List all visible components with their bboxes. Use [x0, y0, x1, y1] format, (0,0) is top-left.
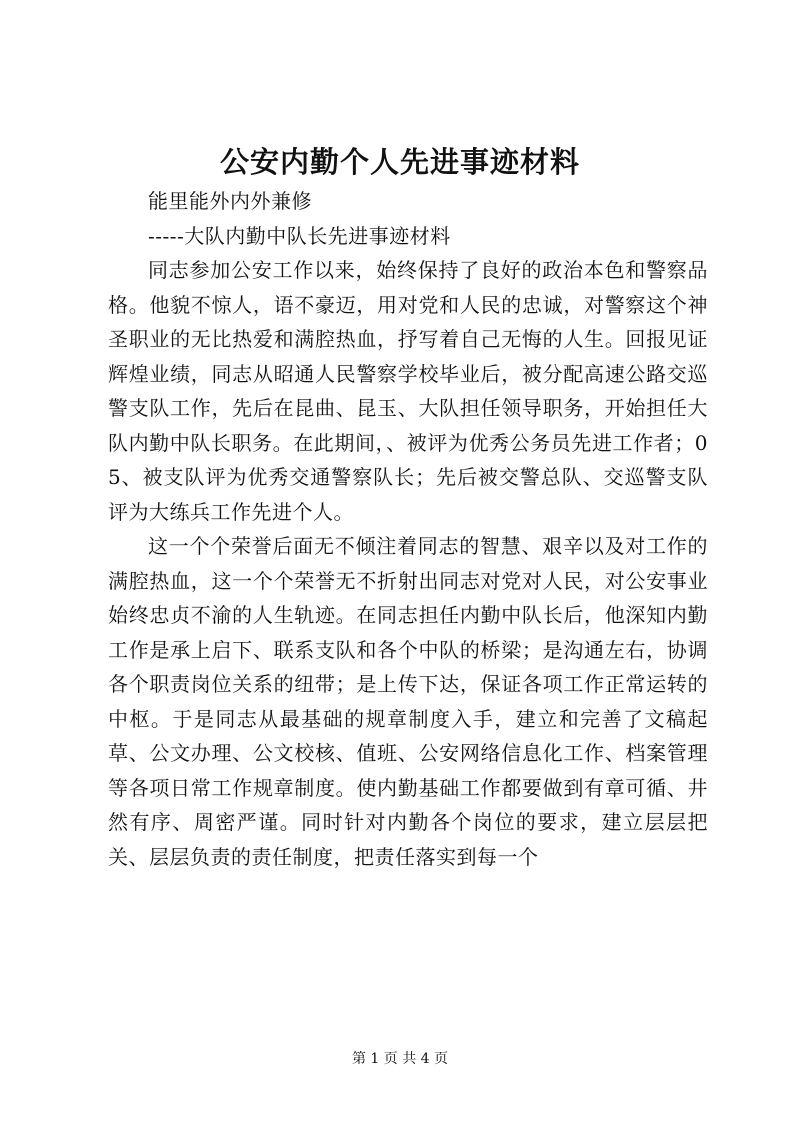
subtitle-line-2: -----大队内勤中队长先进事迹材料 — [148, 223, 451, 248]
document-title: 公安内勤个人先进事迹材料 — [219, 145, 580, 179]
page-footer: 第 1 页 共 4 页 — [351, 1051, 449, 1067]
body-paragraph-2: 这一个个荣誉后面无不倾注着同志的智慧、艰辛以及对工作的满腔热血，这一个个荣誉无不折射出同志对党对人民，对公安事业始终忠贞不渝的人生轨迹。在同志担任内勤中队长后，他深知内勤工作是承上启下、联系支队和各个中队的桥梁；是沟通左右，协调各个职责岗位关系的纽带；是上传下达，保证各项工作正常运转的中枢。于是同志从最基础的规章制度入手，建立和完善了文稿起草、公文办理、公文校核、值班、公安网络信息化工作、档案管理等各项日常工作规章制度。使内勤基础工作都要做到有章可循、井然有序、周密严谨。同时针对内勤各个岗位的要求，建立层层把关、层层负责的责任制度，把责任落实到每一个 — [108, 534, 708, 869]
body-paragraph-1: 同志参加公安工作以来，始终保持了良好的政治本色和警察品格。他貌不惊人，语不豪迈，用对党和人民的忠诚，对警察这个神圣职业的无比热爱和满腔热血，抒写着自己无悔的人生。回报见证辉煌业绩，同志从昭通人民警察学校毕业后，被分配高速公路交巡警支队工作，先后在昆曲、昆玉、大队担任领导职务，开始担任大队内勤中队长职务。在此期间，、被评为优秀公务员先进工作者；05、被支队评为优秀交通警察队长；先后被交警总队、交巡警支队评为大练兵工作先进个人。 — [108, 258, 708, 524]
document-body — [108, 184, 708, 874]
subtitle-line-1: 能里能外内外兼修 — [148, 189, 312, 213]
